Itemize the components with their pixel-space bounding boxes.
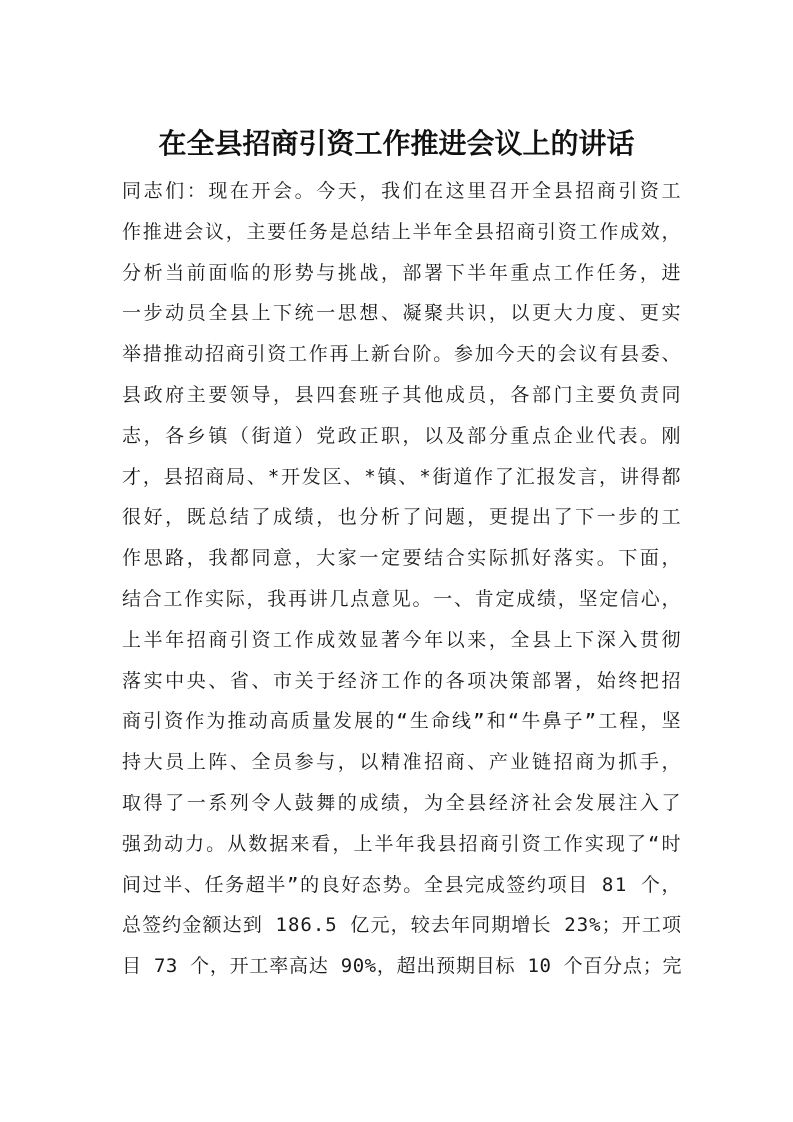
body-line: 强劲动力。从数据来看，上半年我县招商引资工作实现了“时	[122, 832, 682, 855]
body-line: 商引资作为推动高质量发展的“生命线”和“牛鼻子”工程，坚	[122, 710, 682, 733]
body-line: 落实中央、省、市关于经济工作的各项决策部署，始终把招	[122, 669, 682, 692]
body-line: 上半年招商引资工作成效显著今年以来，全县上下深入贯彻	[122, 628, 682, 651]
body-line: 一步动员全县上下统一思想、凝聚共识，以更大力度、更实	[122, 302, 682, 325]
body-line: 分析当前面临的形势与挑战，部署下半年重点工作任务，进	[122, 261, 682, 284]
body-line: 才，县招商局、*开发区、*镇、*街道作了汇报发言，讲得都	[122, 465, 682, 488]
body-line: 持大员上阵、全员参与，以精准招商、产业链招商为抓手，	[122, 751, 682, 774]
document-title: 在全县招商引资工作推进会议上的讲话	[158, 127, 635, 160]
body-line: 取得了一系列令人鼓舞的成绩，为全县经济社会发展注入了	[122, 791, 682, 814]
body-line: 志，各乡镇（街道）党政正职，以及部分重点企业代表。刚	[122, 424, 682, 447]
body-line: 目 73 个，开工率高达 90%，超出预期目标 10 个百分点；完	[122, 955, 682, 978]
body-line: 总签约金额达到 186.5 亿元，较去年同期增长 23%；开工项	[122, 914, 682, 937]
body-line: 同志们：现在开会。今天，我们在这里召开全县招商引资工	[122, 180, 682, 202]
body-line: 作推进会议，主要任务是总结上半年全县招商引资工作成效，	[122, 220, 682, 243]
body-line: 结合工作实际，我再讲几点意见。一、肯定成绩，坚定信心，	[122, 587, 682, 610]
body-line: 举措推动招商引资工作再上新台阶。参加今天的会议有县委、	[122, 343, 682, 366]
body-line: 很好，既总结了成绩，也分析了问题，更提出了下一步的工	[122, 506, 682, 529]
document-body	[122, 171, 682, 987]
body-line: 间过半、任务超半”的良好态势。全县完成签约项目 81 个，	[122, 873, 682, 896]
body-line: 作思路，我都同意，大家一定要结合实际抓好落实。下面，	[122, 547, 682, 570]
body-line: 县政府主要领导，县四套班子其他成员，各部门主要负责同	[122, 383, 682, 406]
